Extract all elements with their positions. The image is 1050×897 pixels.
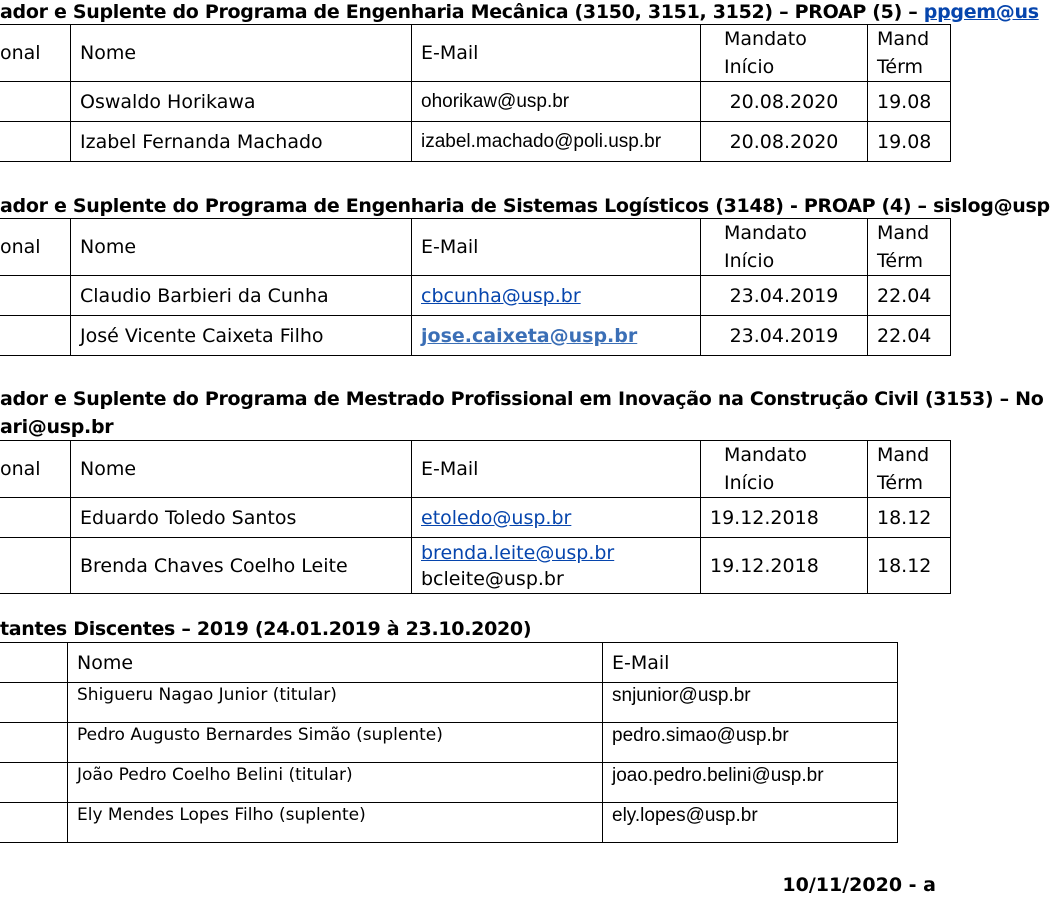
email-cell: ely.lopes@usp.br [603, 803, 898, 843]
column-header: Nome [71, 25, 412, 82]
inicio-cell: 19.12.2018 [701, 498, 868, 538]
section-heading: ador e Suplente do Programa de Engenharia de Sistemas Logísticos (3148) - PROAP (4) – sislog@usp [0, 195, 1050, 217]
termino-cell: 18.12 [868, 498, 951, 538]
program-email-link[interactable]: ppgem@us [923, 1, 1039, 23]
column-header: E-Mail [412, 219, 701, 276]
termino-cell: 22.04 [868, 316, 951, 356]
nome-cell: Pedro Augusto Bernardes Simão (suplente) [68, 723, 603, 763]
inicio-cell: 20.08.2020 [701, 82, 868, 122]
termino-cell: 18.12 [868, 538, 951, 594]
nome-cell: Shigueru Nagao Junior (titular) [68, 683, 603, 723]
email-cell [412, 538, 701, 594]
table-row [0, 538, 951, 594]
email-cell: ohorikaw@usp.br [412, 82, 701, 122]
email-link[interactable]: brenda.leite@usp.br [421, 541, 615, 564]
nome-cell: Brenda Chaves Coelho Leite [71, 538, 412, 594]
column-header: Nome [68, 643, 603, 683]
inicio-cell: 23.04.2019 [701, 316, 868, 356]
column-header: E-Mail [412, 25, 701, 82]
email-cell [412, 498, 701, 538]
email-cell: joao.pedro.belini@usp.br [603, 763, 898, 803]
email-cell [412, 276, 701, 316]
table-row [0, 276, 951, 316]
nome-cell: Oswaldo Horikawa [71, 82, 412, 122]
column-header: E-Mail [412, 441, 701, 498]
column-header: onal [0, 25, 71, 82]
email-link[interactable]: cbcunha@usp.br [421, 284, 581, 307]
column-header-mandato-termino: Mand Térm [868, 441, 951, 498]
coordinators-table [0, 218, 951, 356]
column-header: onal [0, 441, 71, 498]
column-header: Nome [71, 441, 412, 498]
table-header-row [0, 441, 951, 498]
inicio-cell: 23.04.2019 [701, 276, 868, 316]
inicio-cell: 20.08.2020 [701, 122, 868, 162]
table-row [0, 316, 951, 356]
column-header: onal [0, 219, 71, 276]
email-cell [412, 316, 701, 356]
nome-cell: Eduardo Toledo Santos [71, 498, 412, 538]
table-header-row [0, 25, 951, 82]
inicio-cell: 19.12.2018 [701, 538, 868, 594]
termino-cell: 19.08 [868, 82, 951, 122]
column-header-mandato-inicio: Mandato Início [701, 219, 868, 276]
column-header-mandato-inicio: Mandato Início [701, 25, 868, 82]
section-heading: ador e Suplente do Programa de Mestrado Profissional em Inovação na Construção Civil (3153) – No [0, 388, 1044, 410]
table-header-row [0, 219, 951, 276]
nome-cell: João Pedro Coelho Belini (titular) [68, 763, 603, 803]
section-heading: ador e Suplente do Programa de Engenharia Mecânica (3150, 3151, 3152) – PROAP (5) – ppgem@us [0, 1, 1039, 23]
termino-cell: 19.08 [868, 122, 951, 162]
column-header: E-Mail [603, 643, 898, 683]
table-row [0, 763, 898, 803]
table-row [0, 683, 898, 723]
table-row [0, 803, 898, 843]
nome-cell: Izabel Fernanda Machado [71, 122, 412, 162]
email-link[interactable]: jose.caixeta@usp.br [421, 324, 638, 347]
email-cell: pedro.simao@usp.br [603, 723, 898, 763]
students-table [0, 642, 898, 843]
nome-cell: Ely Mendes Lopes Filho (suplente) [68, 803, 603, 843]
table-header-row [0, 643, 898, 683]
email-link[interactable]: etoledo@usp.br [421, 506, 572, 529]
column-header-mandato-termino: Mand Térm [868, 219, 951, 276]
termino-cell: 22.04 [868, 276, 951, 316]
email-cell: izabel.machado@poli.usp.br [412, 122, 701, 162]
email-cell: snjunior@usp.br [603, 683, 898, 723]
column-header: Nome [71, 219, 412, 276]
coordinators-table [0, 440, 951, 594]
table-row [0, 122, 951, 162]
coordinators-table [0, 24, 951, 162]
section-heading-continued: ari@usp.br [0, 416, 114, 438]
table-row [0, 498, 951, 538]
section-heading: tantes Discentes – 2019 (24.01.2019 à 23.10.2020) [0, 618, 532, 640]
nome-cell: José Vicente Caixeta Filho [71, 316, 412, 356]
email-secondary: bcleite@usp.br [421, 567, 564, 590]
table-row [0, 723, 898, 763]
column-header-mandato-inicio: Mandato Início [701, 441, 868, 498]
footer-date: 10/11/2020 - a [782, 874, 936, 896]
table-row [0, 82, 951, 122]
nome-cell: Claudio Barbieri da Cunha [71, 276, 412, 316]
column-header-mandato-termino: Mand Térm [868, 25, 951, 82]
